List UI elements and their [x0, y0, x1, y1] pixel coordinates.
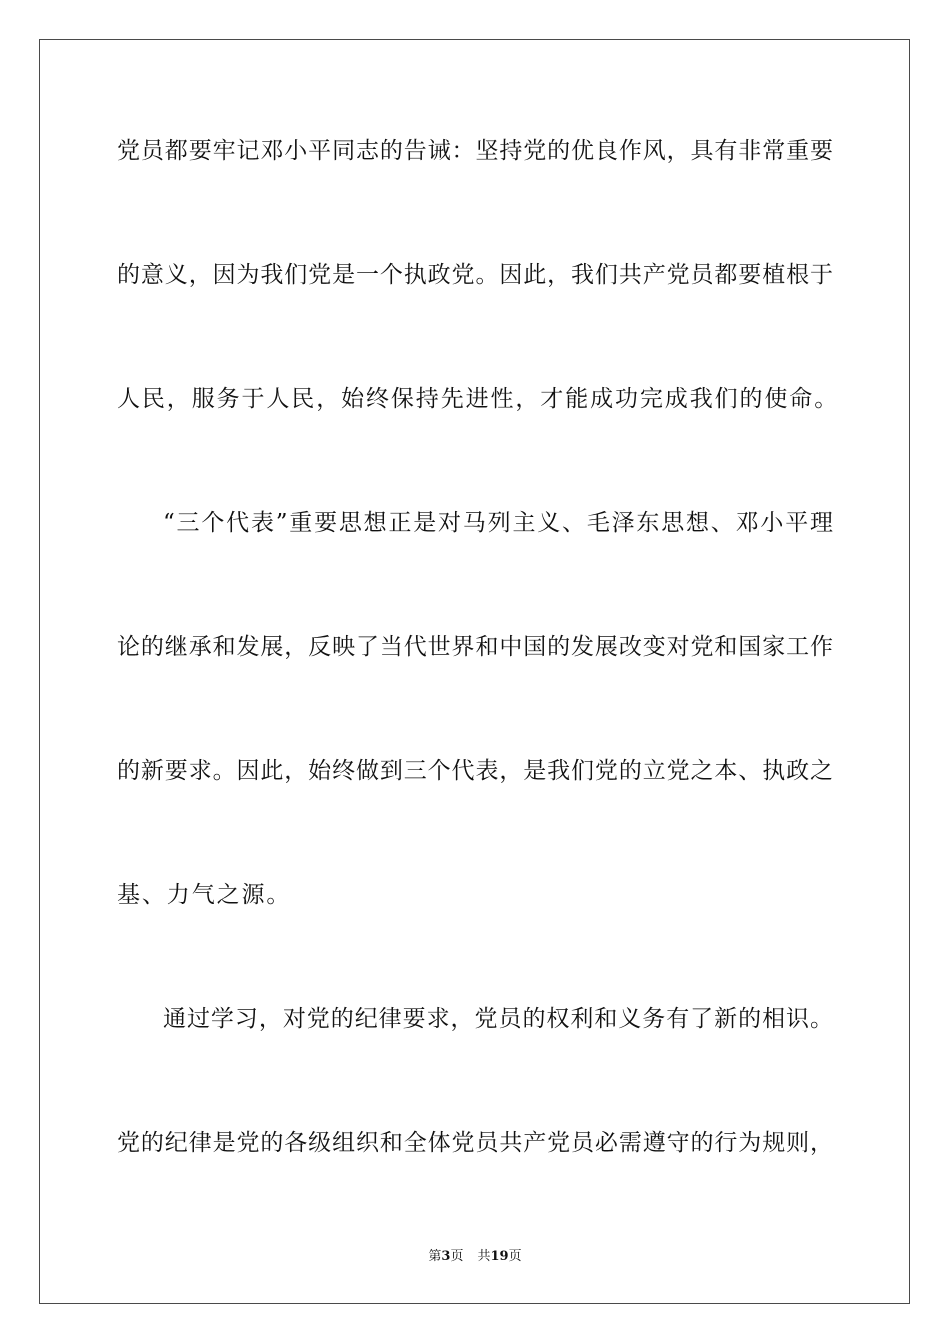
text-line-7: 基、力气之源。	[117, 882, 292, 908]
total-suffix: 页	[508, 1249, 522, 1264]
text-line-9: 党的纪律是党的各级组织和全体党员共产党员必需遵守的行为规则，	[117, 1130, 833, 1156]
page-current: 3	[441, 1249, 451, 1264]
page-total: 19	[490, 1249, 509, 1264]
text-line-1: 党员都要牢记邓小平同志的告诫：坚持党的优良作风，具有非常重要	[117, 138, 833, 164]
text-line-6: 的新要求。因此，始终做到三个代表，是我们党的立党之本、执政之	[117, 758, 833, 784]
text-line-8: 通过学习，对党的纪律要求，党员的权利和义务有了新的相识。	[163, 1006, 833, 1032]
text-line-3: 人民，服务于人民，始终保持先进性，才能成功完成我们的使命。	[117, 386, 840, 412]
total-prefix: 共	[477, 1249, 491, 1264]
page-footer	[0, 1248, 950, 1266]
text-line-4: “三个代表”重要思想正是对马列主义、毛泽东思想、邓小平理	[163, 510, 833, 536]
page-suffix: 页	[450, 1249, 464, 1264]
text-line-2: 的意义，因为我们党是一个执政党。因此，我们共产党员都要植根于	[117, 262, 833, 288]
page-prefix: 第	[428, 1249, 442, 1264]
page-border	[39, 39, 910, 1304]
text-line-5: 论的继承和发展，反映了当代世界和中国的发展改变对党和国家工作	[117, 634, 833, 660]
